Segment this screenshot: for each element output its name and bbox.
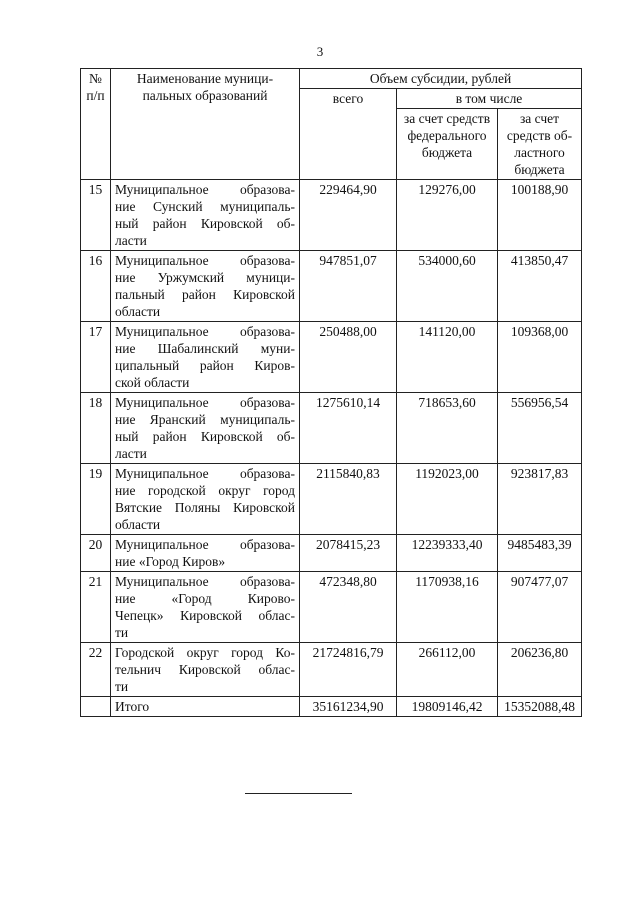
row-number: 15 [81,180,111,251]
row-name-line: Муниципальное образова- [115,253,295,268]
table-row [81,180,582,251]
row-name-line: ние Яранский муниципаль- [115,412,295,427]
table-row [81,572,582,643]
row-reg: 100188,90 [498,180,582,251]
row-number: 18 [81,393,111,464]
row-total: 2078415,23 [300,535,397,572]
header-total: всего [300,89,397,180]
table-row [81,251,582,322]
row-number: 20 [81,535,111,572]
row-name-line: ние Сунский муниципаль- [115,199,295,214]
row-name-line: ской области [115,375,190,390]
header-fed: за счет средств федерального бюджета [397,109,498,180]
row-name-line: ный район Кировской об- [115,429,295,444]
row-number: 22 [81,643,111,697]
total-reg: 15352088,48 [498,697,582,717]
row-name-line: ние Шабалинский муни- [115,341,295,356]
row-reg: 907477,07 [498,572,582,643]
row-reg: 923817,83 [498,464,582,535]
total-sum: 35161234,90 [300,697,397,717]
row-number: 21 [81,572,111,643]
row-name [111,180,300,251]
row-name-line: Городской округ город Ко- [115,645,295,660]
row-fed: 1170938,16 [397,572,498,643]
row-name-line: тельнич Кировской облас- [115,662,295,677]
row-total: 2115840,83 [300,464,397,535]
row-name-line: ный район Кировской об- [115,216,295,231]
total-num [81,697,111,717]
row-number: 19 [81,464,111,535]
row-name [111,535,300,572]
row-reg: 556956,54 [498,393,582,464]
row-name [111,464,300,535]
row-name-line: ласти [115,233,147,248]
row-reg: 109368,00 [498,322,582,393]
row-fed: 129276,00 [397,180,498,251]
row-name-line: Муниципальное образова- [115,466,295,481]
row-fed: 1192023,00 [397,464,498,535]
row-number: 17 [81,322,111,393]
row-fed: 141120,00 [397,322,498,393]
header-reg: за счет средств об-ластного бюджета [498,109,582,180]
row-name-line: ние городской округ город [115,483,295,498]
row-name-line: Муниципальное образова- [115,395,295,410]
total-label: Итого [111,697,300,717]
row-total: 250488,00 [300,322,397,393]
header-num: № п/п [81,69,111,180]
row-name-line: ципальный район Киров- [115,358,295,373]
page-number: 3 [316,44,324,59]
row-number: 16 [81,251,111,322]
table-row [81,464,582,535]
row-name-line: Муниципальное образова- [115,182,295,197]
row-reg: 9485483,39 [498,535,582,572]
table-row [81,643,582,697]
row-name-line: ние Уржумский муници- [115,270,295,285]
row-name [111,322,300,393]
header-name: Наименование муници-пальных образований [111,69,300,180]
row-name-line: Чепецк» Кировской облас- [115,608,295,623]
row-name [111,393,300,464]
row-name [111,572,300,643]
row-reg: 413850,47 [498,251,582,322]
total-row [81,697,582,717]
row-name [111,643,300,697]
row-name-line: Вятские Поляны Кировской [115,500,295,515]
row-fed: 534000,60 [397,251,498,322]
row-name-line: ти [115,625,129,640]
row-reg: 206236,80 [498,643,582,697]
footer-rule [245,793,352,794]
row-total: 947851,07 [300,251,397,322]
total-fed: 19809146,42 [397,697,498,717]
table-body [81,180,582,697]
row-total: 472348,80 [300,572,397,643]
row-name-line: области [115,517,161,532]
subsidy-table [80,68,582,717]
table-row [81,393,582,464]
row-name-line: Муниципальное образова- [115,324,295,339]
row-name [111,251,300,322]
table-row [81,535,582,572]
row-total: 21724816,79 [300,643,397,697]
row-fed: 12239333,40 [397,535,498,572]
row-name-line: Муниципальное образова- [115,537,295,552]
row-fed: 718653,60 [397,393,498,464]
row-total: 229464,90 [300,180,397,251]
row-name-line: ние «Город Кирово- [115,591,295,606]
row-name-line: ти [115,679,129,694]
row-fed: 266112,00 [397,643,498,697]
row-name-line: Муниципальное образова- [115,574,295,589]
row-name-line: пальный район Кировской [115,287,295,302]
header-subsidy: Объем субсидии, рублей [300,69,582,89]
row-name-line: области [115,304,161,319]
header-incl: в том числе [397,89,582,109]
row-name-line: ние «Город Киров» [115,554,226,569]
row-total: 1275610,14 [300,393,397,464]
row-name-line: ласти [115,446,147,461]
table-row [81,322,582,393]
